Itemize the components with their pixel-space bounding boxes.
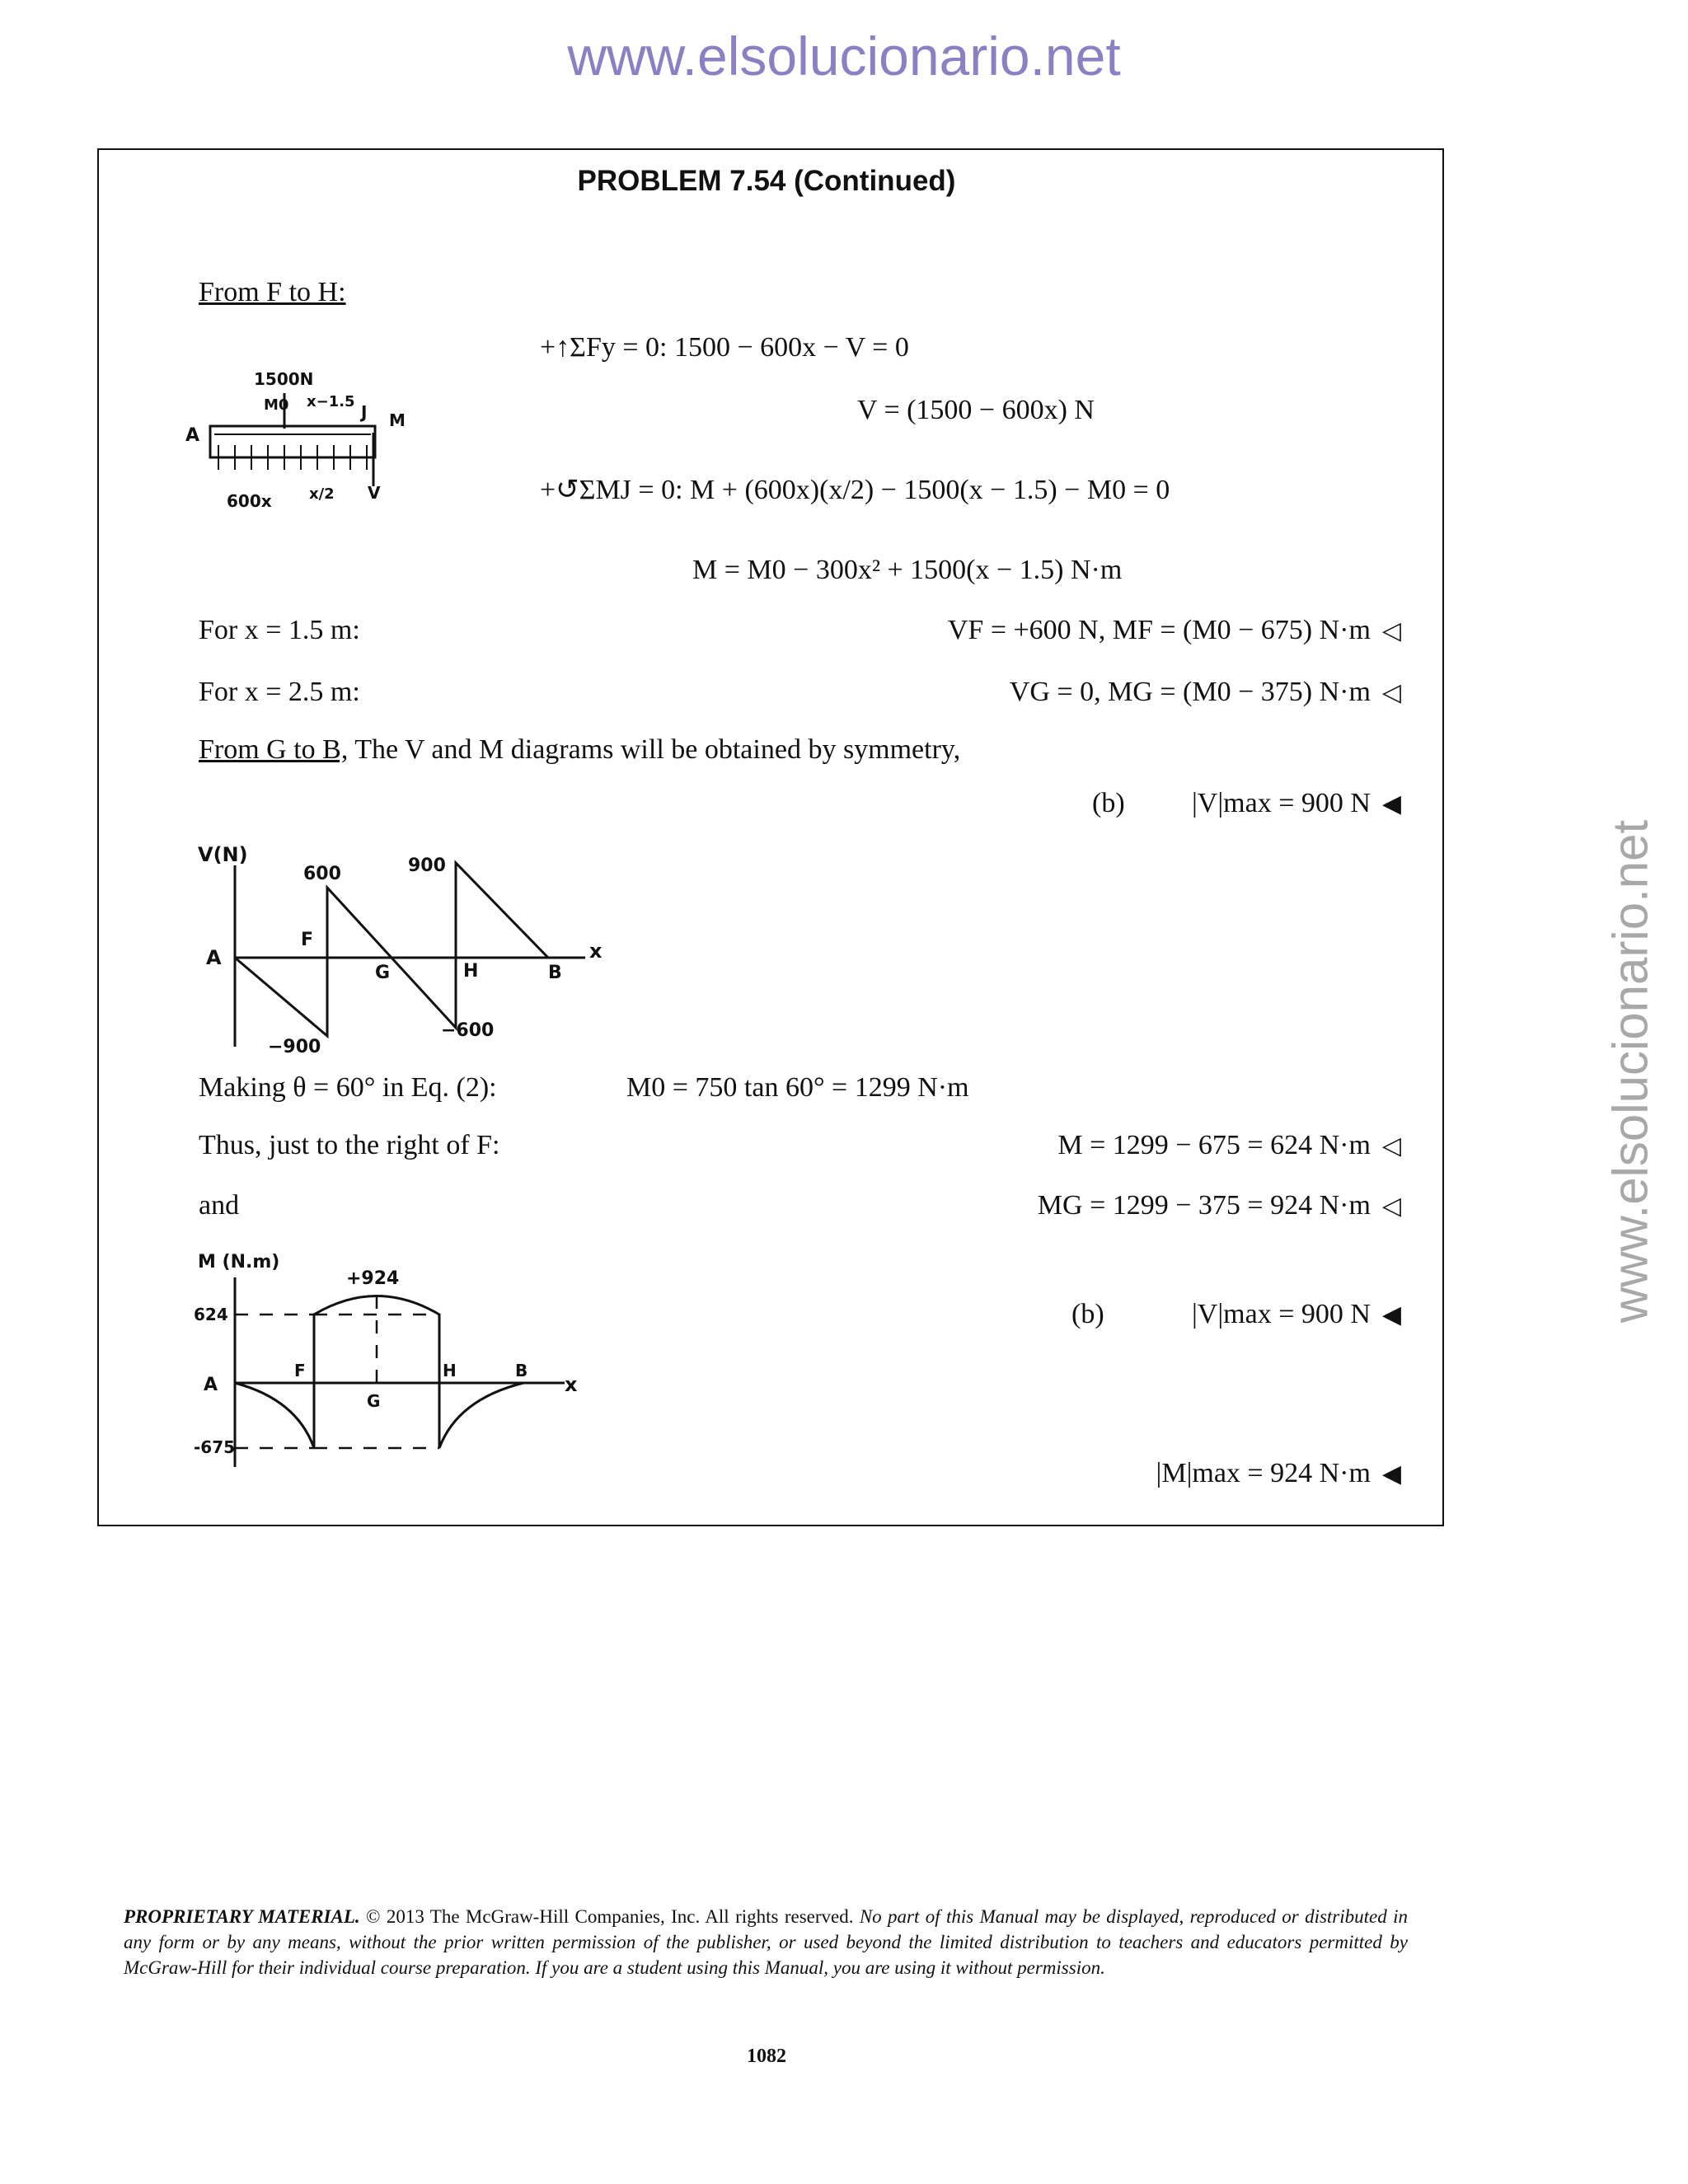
- theta-label: Making θ = 60° in Eq. (2):: [199, 1072, 497, 1103]
- problem-title: PROBLEM 7.54 (Continued): [577, 165, 956, 197]
- hollow-triangle-icon: ◁: [1381, 617, 1401, 644]
- answer-v-max-1: |V|max = 900 N ◀: [1191, 788, 1401, 818]
- symmetry-line: [199, 733, 960, 766]
- v-label-900: 900: [408, 855, 446, 876]
- answer-b-label-2: (b): [1071, 1299, 1104, 1329]
- hollow-triangle-icon: ◁: [1381, 679, 1401, 706]
- m-label-neg-675: -675: [194, 1437, 236, 1457]
- v-label-600: 600: [303, 864, 341, 884]
- case-label-2: For x = 2.5 m:: [199, 677, 360, 707]
- right-of-f-label: Thus, just to the right of F:: [199, 1130, 500, 1160]
- answer-b-label-1: (b): [1092, 788, 1125, 818]
- hollow-triangle-icon: ◁: [1381, 1132, 1401, 1160]
- sketch-m0-label: M0: [264, 396, 289, 414]
- eq-sum-fy: +↑ΣFy = 0: 1500 − 600x − V = 0: [540, 332, 909, 363]
- m-label-624: 624: [194, 1305, 228, 1324]
- sketch-a-label: A: [185, 425, 200, 446]
- v-axis-label: V(N): [198, 843, 248, 866]
- answer-m-max: |M|max = 924 N·m ◀: [1156, 1458, 1401, 1488]
- page-number: 1082: [747, 2046, 786, 2067]
- case-result-2: VG = 0, MG = (M0 − 375) N·m ◁: [1009, 677, 1401, 707]
- m-point-g: G: [367, 1391, 381, 1411]
- solid-triangle-icon: ◀: [1381, 1301, 1401, 1329]
- sketch-m-label: M: [389, 410, 406, 430]
- v-point-b: B: [548, 963, 562, 983]
- eq-sum-mj: +↺ΣMJ = 0: M + (600x)(x/2) − 1500(x − 1.5) − M0 = 0: [540, 475, 1170, 505]
- and-result: MG = 1299 − 375 = 924 N·m ◁: [1037, 1190, 1401, 1221]
- sketch-dist-label: x−1.5: [307, 393, 355, 410]
- m-point-f: F: [294, 1361, 306, 1380]
- m-point-a: A: [204, 1375, 218, 1395]
- section-heading-f-to-h: From F to H:: [199, 277, 346, 307]
- v-x-label: x: [589, 940, 603, 963]
- m-axis-label: M (N.m): [198, 1252, 280, 1272]
- v-label-neg-600: −600: [441, 1020, 495, 1041]
- sketch-half-label: x/2: [309, 485, 335, 503]
- solid-triangle-icon: ◀: [1381, 1460, 1401, 1488]
- m-point-h: H: [443, 1361, 457, 1380]
- shear-diagram: [198, 837, 610, 1057]
- right-of-f-result: M = 1299 − 675 = 624 N·m ◁: [1057, 1130, 1401, 1160]
- symmetry-text: The V and M diagrams will be obtained by symmetry,: [348, 734, 961, 765]
- v-point-g: G: [375, 963, 391, 983]
- case-result-1: VF = +600 N, MF = (M0 − 675) N·m ◁: [947, 615, 1401, 645]
- v-point-h: H: [463, 961, 479, 982]
- v-point-f: F: [301, 930, 314, 950]
- sketch-force-label: 1500N: [254, 369, 314, 389]
- sketch-load-label: 600x: [227, 491, 272, 511]
- m-point-b: B: [515, 1361, 528, 1380]
- sketch-j-label: J: [361, 402, 368, 422]
- watermark-side: www.elsolucionario.net: [1602, 819, 1658, 1324]
- case-label-1: For x = 1.5 m:: [199, 615, 360, 645]
- watermark-top: www.elsolucionario.net: [567, 26, 1121, 87]
- hollow-triangle-icon: ◁: [1381, 1193, 1401, 1220]
- solid-triangle-icon: ◀: [1381, 790, 1401, 818]
- eq-m-result: M = M0 − 300x² + 1500(x − 1.5) N·m: [692, 555, 1123, 585]
- v-point-a: A: [206, 946, 222, 969]
- proprietary-footer: PROPRIETARY MATERIAL. © 2013 The McGraw-Hill Companies, Inc. All rights reserved. No part of this Manual may be displayed, reproduced or distributed in any form or by any means, without the prior written permission of the publisher, or used beyond the limited distribution to teachers and educators permitted by McGraw-Hill for their individual course preparation. If you are a student using this Manual, you are using it without permission.: [124, 1906, 1408, 1978]
- v-label-neg-900: −900: [268, 1037, 321, 1057]
- symmetry-heading: From G to B,: [199, 734, 349, 765]
- free-body-sketch: [181, 367, 429, 519]
- eq-v-result: V = (1500 − 600x) N: [857, 395, 1095, 425]
- answer-v-max-2: |V|max = 900 N ◀: [1191, 1299, 1401, 1329]
- m-x-label: x: [565, 1373, 578, 1396]
- and-label: and: [199, 1190, 240, 1221]
- moment-diagram: [194, 1244, 589, 1467]
- sketch-v-label: V: [368, 483, 381, 503]
- theta-result: M0 = 750 tan 60° = 1299 N·m: [626, 1072, 969, 1103]
- v-shear-curve: [235, 863, 548, 1036]
- m-label-peak: +924: [346, 1268, 400, 1289]
- m-moment-curve: [235, 1296, 523, 1449]
